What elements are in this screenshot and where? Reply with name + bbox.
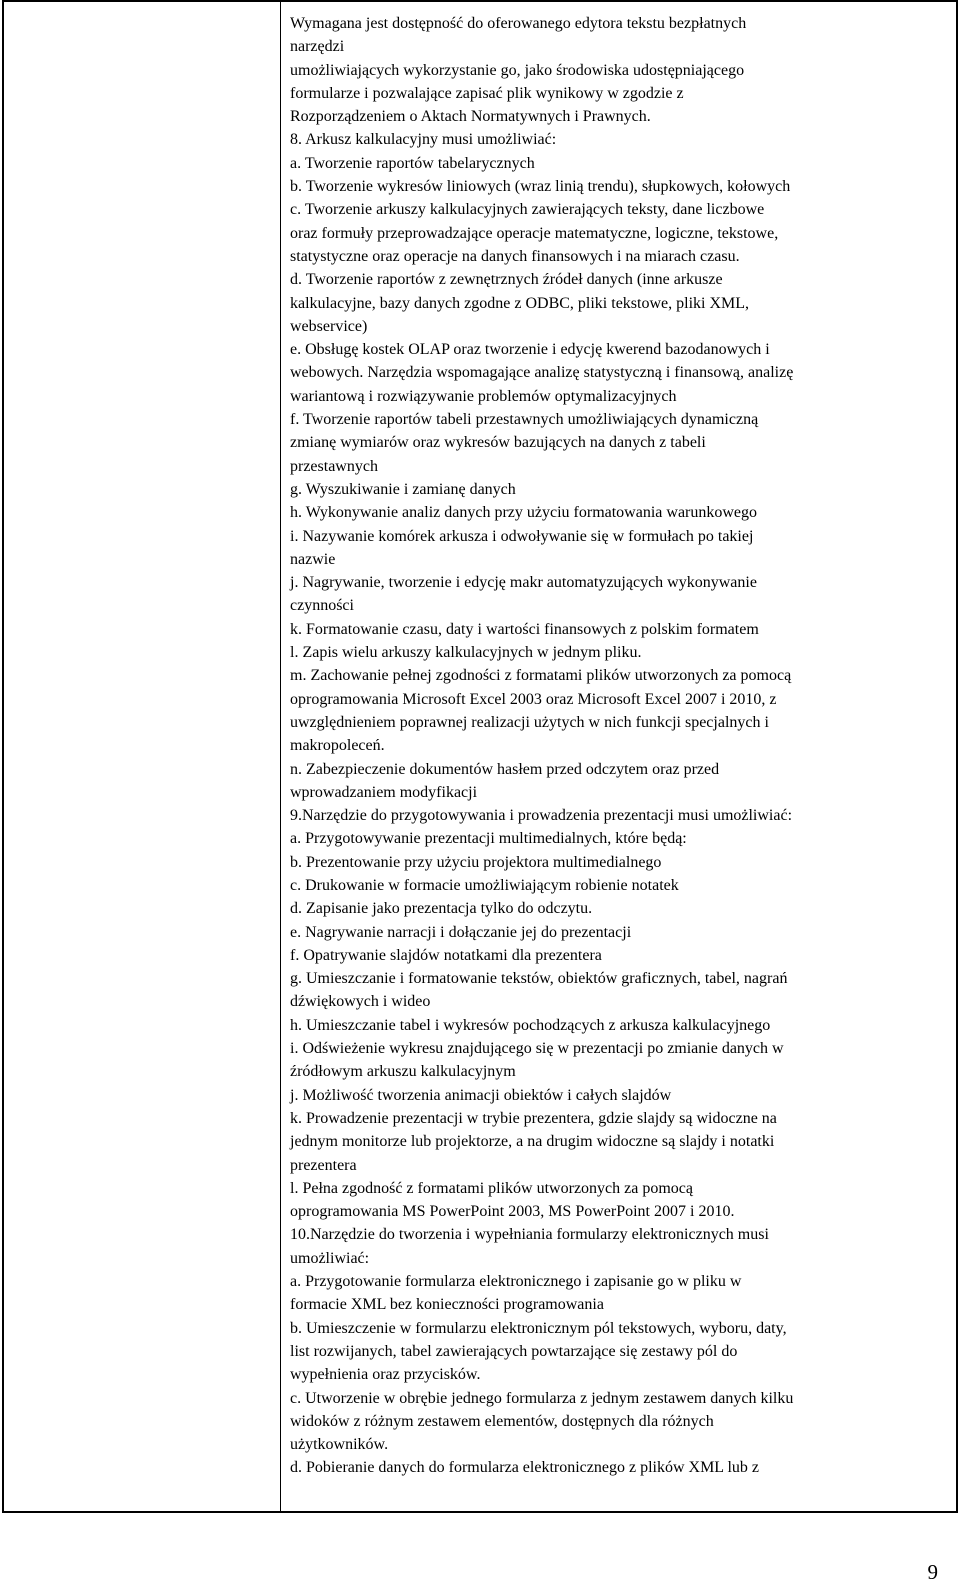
text-line: wypełnienia oraz przycisków. xyxy=(290,1366,481,1384)
document-table xyxy=(2,0,958,1513)
text-line: e. Obsługę kostek OLAP oraz tworzenie i edycję kwerend bazodanowych i xyxy=(290,341,770,359)
text-line: f. Tworzenie raportów tabeli przestawnych umożliwiających dynamiczną xyxy=(290,411,759,429)
text-line: widoków z różnym zestawem elementów, dostępnych dla różnych xyxy=(290,1412,714,1430)
text-line: b. Tworzenie wykresów liniowych (wraz linią trendu), słupkowych, kołowych xyxy=(290,178,791,196)
text-line: g. Wyszukiwanie i zamianę danych xyxy=(290,480,516,498)
text-line: dźwiękowych i wideo xyxy=(290,993,431,1011)
text-line: wprowadzaniem modyfikacji xyxy=(290,783,478,801)
text-line: j. Nagrywanie, tworzenie i edycję makr automatyzujących wykonywanie xyxy=(290,574,757,592)
text-line: d. Zapisanie jako prezentacja tylko do odczytu. xyxy=(290,900,593,918)
text-line: m. Zachowanie pełnej zgodności z formatami plików utworzonych za pomocą xyxy=(290,667,792,685)
text-line: uwzględnieniem poprawnej realizacji użytych w nich funkcji specjalnych i xyxy=(290,713,769,731)
text-line: g. Umieszczanie i formatowanie tekstów, obiektów graficznych, tabel, nagrań xyxy=(290,970,788,988)
text-line: 8. Arkusz kalkulacyjny musi umożliwiać: xyxy=(290,131,557,149)
text-line: 9.Narzędzie do przygotowywania i prowadzenia prezentacji musi umożliwiać: xyxy=(290,807,793,825)
text-line: narzędzi xyxy=(290,38,345,56)
text-line: h. Umieszczanie tabel i wykresów pochodzących z arkusza kalkulacyjnego xyxy=(290,1016,771,1034)
text-line: b. Umieszczenie w formularzu elektronicznym pól tekstowych, wyboru, daty, xyxy=(290,1319,787,1337)
text-line: a. Przygotowywanie prezentacji multimedialnych, które będą: xyxy=(290,830,687,848)
text-line: d. Tworzenie raportów z zewnętrznych źródeł danych (inne arkusze xyxy=(290,271,723,289)
text-line: l. Pełna zgodność z formatami plików utworzonych za pomocą xyxy=(290,1179,693,1197)
text-line: f. Opatrywanie slajdów notatkami dla prezentera xyxy=(290,946,602,964)
text-line: jednym monitorze lub projektorze, a na drugim widoczne są slajdy i notatki xyxy=(290,1133,775,1151)
text-line: webowych. Narzędzia wspomagające analizę statystyczną i finansową, analizę xyxy=(290,364,794,382)
text-line: webservice) xyxy=(290,317,368,335)
text-line: Wymagana jest dostępność do oferowanego edytora tekstu bezpłatnych xyxy=(290,15,747,32)
text-line: wariantową i rozwiązywanie problemów optymalizacyjnych xyxy=(290,387,677,405)
text-line: oprogramowania MS PowerPoint 2003, MS PowerPoint 2007 i 2010. xyxy=(290,1203,735,1221)
text-line: l. Zapis wielu arkuszy kalkulacyjnych w jednym pliku. xyxy=(290,644,642,662)
text-line: zmianę wymiarów oraz wykresów bazujących na danych z tabeli xyxy=(290,434,706,452)
text-line: e. Nagrywanie narracji i dołączanie jej do prezentacji xyxy=(290,923,632,941)
text-line: j. Możliwość tworzenia animacji obiektów i całych slajdów xyxy=(290,1086,672,1104)
text-line: użytkowników. xyxy=(290,1436,389,1454)
text-line: d. Pobieranie danych do formularza elektronicznego z plików XML lub z xyxy=(290,1459,760,1477)
text-line: 10.Narzędzie do tworzenia i wypełniania formularzy elektronicznych musi xyxy=(290,1226,769,1244)
text-line: przestawnych xyxy=(290,457,378,475)
text-line: źródłowym arkuszu kalkulacyjnym xyxy=(290,1063,516,1081)
text-line: Rozporządzeniem o Aktach Normatywnych i Prawnych. xyxy=(290,108,651,126)
text-line: h. Wykonywanie analiz danych przy użyciu formatowania warunkowego xyxy=(290,504,758,522)
text-line: list rozwijanych, tabel zawierających powtarzające się zestawy pól do xyxy=(290,1342,738,1360)
text-line: c. Drukowanie w formacie umożliwiającym robienie notatek xyxy=(290,876,679,894)
text-line: umożliwiać: xyxy=(290,1249,370,1267)
text-line: n. Zabezpieczenie dokumentów hasłem przed odczytem oraz przed xyxy=(290,760,720,778)
text-line: a. Tworzenie raportów tabelarycznych xyxy=(290,154,535,172)
text-line: oprogramowania Microsoft Excel 2003 oraz Microsoft Excel 2007 i 2010, z xyxy=(290,690,777,708)
text-line: nazwie xyxy=(290,550,336,568)
text-line: c. Tworzenie arkuszy kalkulacyjnych zawierających teksty, dane liczbowe xyxy=(290,201,765,219)
text-line: i. Nazywanie komórek arkusza i odwoływanie się w formułach po takiej xyxy=(290,527,754,545)
text-line: a. Przygotowanie formularza elektronicznego i zapisanie go w pliku w xyxy=(290,1273,742,1291)
text-line: k. Prowadzenie prezentacji w trybie prezentera, gdzie slajdy są widoczne na xyxy=(290,1109,777,1127)
text-line: c. Utworzenie w obrębie jednego formularza z jednym zestawem danych kilku xyxy=(290,1389,794,1407)
text-line: czynności xyxy=(290,597,354,615)
text-line: kalkulacyjne, bazy danych zgodne z ODBC, pliki tekstowe, pliki XML, xyxy=(290,294,750,312)
text-line: prezentera xyxy=(290,1156,357,1174)
text-line: k. Formatowanie czasu, daty i wartości finansowych z polskim formatem xyxy=(290,620,759,638)
text-line: statystyczne oraz operacje na danych finansowych i na miarach czasu. xyxy=(290,247,740,265)
text-line: umożliwiających wykorzystanie go, jako środowiska udostępniającego xyxy=(290,61,745,79)
text-line: i. Odświeżenie wykresu znajdującego się w prezentacji po zmianie danych w xyxy=(290,1040,784,1058)
table-cell-content xyxy=(281,2,956,1511)
table-cell-empty xyxy=(4,2,281,1511)
text-line: makropoleceń. xyxy=(290,737,385,755)
text-line: formacie XML bez konieczności programowania xyxy=(290,1296,604,1314)
text-line: formularze i pozwalające zapisać plik wynikowy w zgodzie z xyxy=(290,84,684,102)
text-line: oraz formuły przeprowadzające operacje matematyczne, logiczne, tekstowe, xyxy=(290,224,779,242)
text-line: b. Prezentowanie przy użyciu projektora multimedialnego xyxy=(290,853,662,871)
page-number: 9 xyxy=(927,1560,938,1584)
